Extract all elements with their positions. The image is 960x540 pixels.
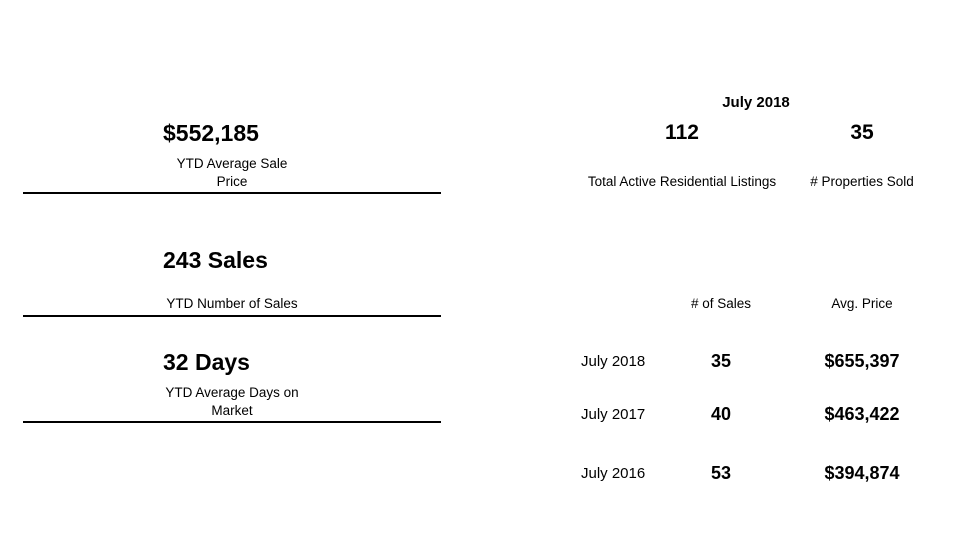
column-header-avg-price: Avg. Price xyxy=(831,296,893,311)
caption-line: YTD Average Sale xyxy=(176,156,288,171)
table-row-avg-price: $394,874 xyxy=(824,463,900,483)
table-row-period: July 2018 xyxy=(581,353,646,370)
ytd-average-days-on-market-value: 32 Days xyxy=(163,349,250,375)
properties-sold-caption: # Properties Sold xyxy=(810,174,914,189)
properties-sold-value: 35 xyxy=(850,121,874,144)
ytd-average-days-on-market-caption xyxy=(132,384,332,420)
divider-line xyxy=(23,421,441,423)
month-heading: July 2018 xyxy=(722,94,790,111)
table-row-sales: 40 xyxy=(710,404,732,424)
table-row-period: July 2017 xyxy=(581,406,646,423)
table-row-sales: 53 xyxy=(710,463,732,483)
active-listings-value: 112 xyxy=(665,121,699,144)
table-row-avg-price: $655,397 xyxy=(824,351,900,371)
table-row-avg-price: $463,422 xyxy=(824,404,900,424)
ytd-number-of-sales-caption xyxy=(132,295,332,313)
caption-line: Market xyxy=(211,403,253,418)
active-listings-caption: Total Active Residential Listings xyxy=(587,174,777,189)
caption-line: YTD Average Days on xyxy=(165,385,299,400)
caption-line: Price xyxy=(216,174,248,189)
caption-line: YTD Number of Sales xyxy=(166,296,298,311)
column-header-sales: # of Sales xyxy=(690,296,752,311)
divider-line xyxy=(23,192,441,194)
divider-line xyxy=(23,315,441,317)
table-row-sales: 35 xyxy=(710,351,732,371)
ytd-number-of-sales-value: 243 Sales xyxy=(163,247,268,273)
table-row-period: July 2016 xyxy=(581,465,646,482)
ytd-average-sale-price-value: $552,185 xyxy=(163,120,259,146)
ytd-average-sale-price-caption xyxy=(132,155,332,191)
